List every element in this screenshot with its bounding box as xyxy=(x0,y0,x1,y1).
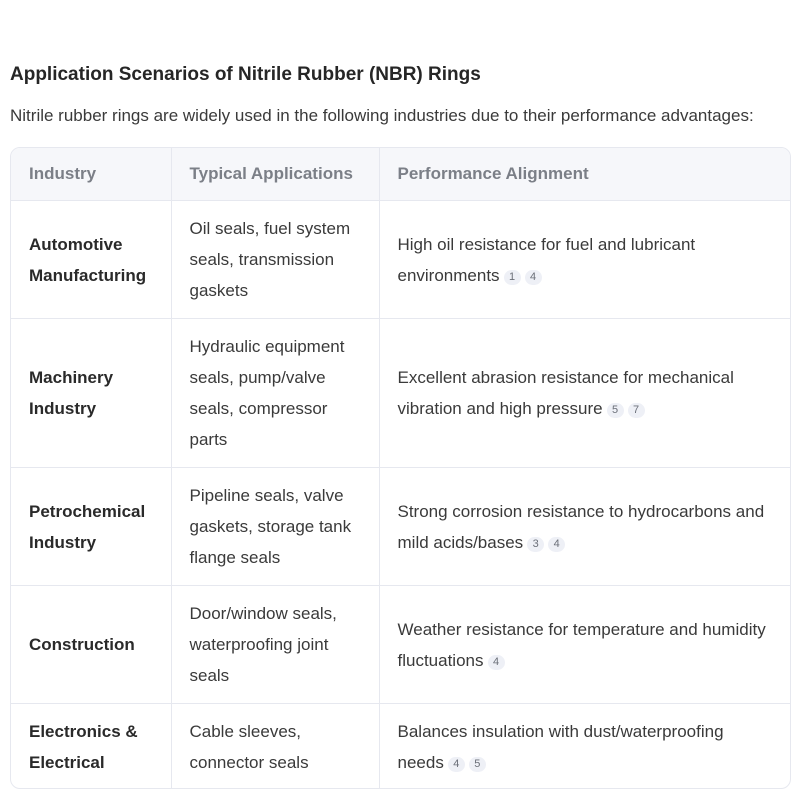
performance-cell xyxy=(379,201,790,319)
header-performance-alignment: Performance Alignment xyxy=(379,148,790,201)
applications-table xyxy=(10,147,791,789)
table-row xyxy=(11,586,790,704)
applications-cell: Hydraulic equipment seals, pump/valve seals, compressor parts xyxy=(171,319,379,468)
citation-badge[interactable]: 7 xyxy=(628,403,645,418)
performance-cell xyxy=(379,319,790,468)
table-header-row xyxy=(11,148,790,201)
performance-text: Weather resistance for temperature and humidity fluctuations xyxy=(397,619,766,670)
citation-badge[interactable]: 3 xyxy=(527,537,544,552)
applications-cell: Cable sleeves, connector seals xyxy=(171,704,379,790)
industry-cell: Petrochemical Industry xyxy=(11,468,171,586)
citation-badge[interactable]: 5 xyxy=(469,757,486,772)
table-row xyxy=(11,704,790,790)
citation-badge[interactable]: 4 xyxy=(525,270,542,285)
page-title: Application Scenarios of Nitrile Rubber (NBR) Rings xyxy=(10,64,481,85)
citation-badge[interactable]: 1 xyxy=(504,270,521,285)
table-row xyxy=(11,201,790,319)
citation-badge[interactable]: 4 xyxy=(548,537,565,552)
citation-badge[interactable]: 4 xyxy=(488,655,505,670)
citation-badge[interactable]: 4 xyxy=(448,757,465,772)
industry-cell: Construction xyxy=(11,586,171,704)
performance-text: Balances insulation with dust/waterproofing needs xyxy=(397,721,724,772)
applications-cell: Pipeline seals, valve gaskets, storage tank flange seals xyxy=(171,468,379,586)
performance-text: Excellent abrasion resistance for mechanical vibration and high pressure xyxy=(397,368,734,418)
performance-cell xyxy=(379,704,790,790)
performance-cell xyxy=(379,586,790,704)
industry-cell: Automotive Manufacturing xyxy=(11,201,171,319)
performance-cell xyxy=(379,468,790,586)
applications-cell: Oil seals, fuel system seals, transmission gaskets xyxy=(171,201,379,319)
table-row xyxy=(11,468,790,586)
industry-cell: Machinery Industry xyxy=(11,319,171,468)
header-typical-applications: Typical Applications xyxy=(171,148,379,201)
citation-badge[interactable]: 5 xyxy=(607,403,624,418)
performance-text: High oil resistance for fuel and lubricant environments xyxy=(397,234,696,285)
table-row xyxy=(11,319,790,468)
intro-text: Nitrile rubber rings are widely used in the following industries due to their performance advantages: xyxy=(10,106,754,125)
performance-text: Strong corrosion resistance to hydrocarbons and mild acids/bases xyxy=(397,501,765,552)
header-industry: Industry xyxy=(11,148,171,201)
industry-cell: Electronics & Electrical xyxy=(29,721,138,772)
applications-cell: Door/window seals, waterproofing joint seals xyxy=(171,586,379,704)
